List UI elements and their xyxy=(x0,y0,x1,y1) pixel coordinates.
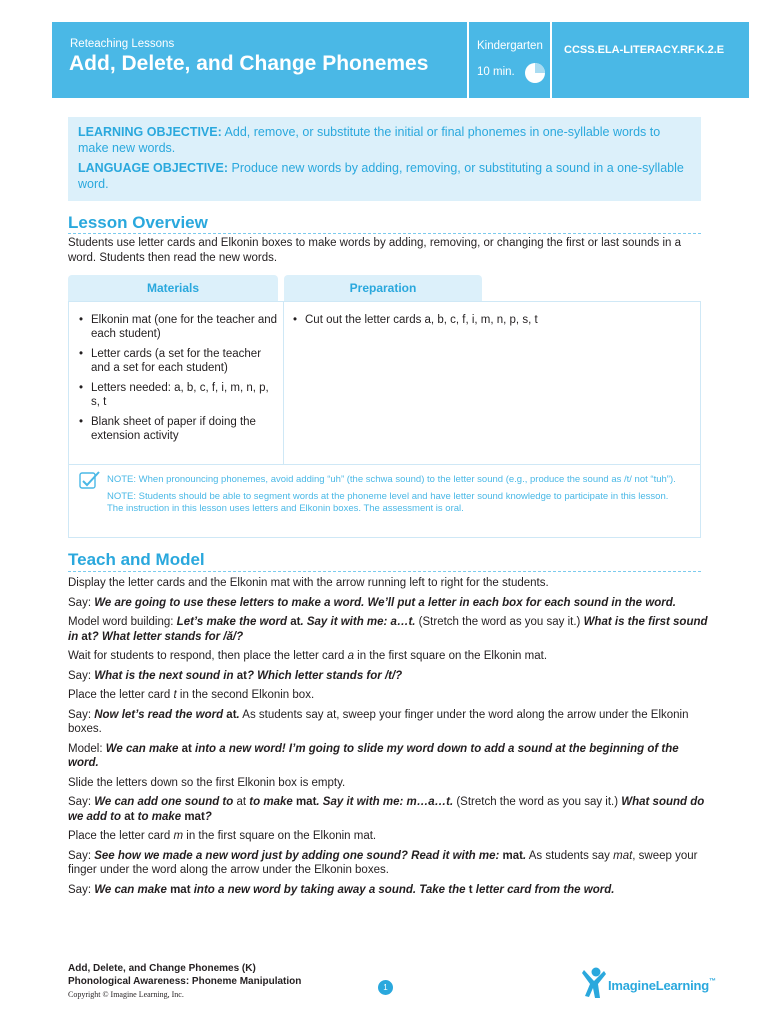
learning-objective xyxy=(78,124,691,156)
instruction-paragraph: Place the letter card m in the first square on the Elkonin mat. xyxy=(68,830,377,842)
clock-icon xyxy=(524,62,546,84)
page-title: Add, Delete, and Change Phonemes xyxy=(69,52,429,75)
logo-wordmark: ImagineLearning™ xyxy=(608,978,716,993)
list-item: • Letter cards (a set for the teacher and a set for each student) xyxy=(79,347,279,375)
instruction-paragraph: Say: Now let’s read the word at. As students say at, sweep your finger under the word along the arrow under the Elkonin boxes. xyxy=(68,708,689,735)
list-item: • Cut out the letter cards a, b, c, f, i, m, n, p, s, t xyxy=(293,313,693,327)
list-item: • Blank sheet of paper if doing the extension activity xyxy=(79,415,279,443)
materials-list xyxy=(79,313,279,449)
notes xyxy=(107,474,687,520)
instruction-paragraph: Say: See how we made a new word just by adding one sound? Read it with me: mat. As students say mat, sweep your finger under the word along the arrow under the Elkonin boxes. xyxy=(68,849,698,876)
instruction-paragraph: Display the letter cards and the Elkonin mat with the arrow running left to right for the students. xyxy=(68,577,549,589)
preparation-list xyxy=(293,313,693,333)
learning-objective-label: LEARNING OBJECTIVE: xyxy=(78,125,222,139)
language-objective-label: LANGUAGE OBJECTIVE: xyxy=(78,161,229,175)
preparation-tab: Preparation xyxy=(284,275,482,301)
instruction-paragraph: Say: What is the next sound in at? Which letter stands for /t/? xyxy=(68,669,403,682)
copyright: Copyright © Imagine Learning, Inc. xyxy=(68,990,184,999)
grade-label: Kindergarten xyxy=(477,40,543,52)
learning-objective-text: Add, remove, or substitute the initial or final phonemes in one-syllable words to make new words. xyxy=(78,125,661,155)
list-item: • Letters needed: a, b, c, f, i, m, n, p, s, t xyxy=(79,381,279,409)
section-rule xyxy=(68,233,701,234)
language-objective xyxy=(78,160,691,192)
lesson-overview-text: Students use letter cards and Elkonin boxes to make words by adding, removing, or changing the first or last sounds in a word. Students then read the new words. xyxy=(68,237,682,264)
duration-label: 10 min. xyxy=(477,66,515,78)
language-objective-text: Produce new words by adding, removing, or substituting a sound in a one-syllable word. xyxy=(78,161,684,191)
footer xyxy=(68,962,301,1001)
instruction-paragraph: Say: We can make mat into a new word by taking away a sound. Take the t letter card from the word. xyxy=(68,883,615,896)
teach-model-heading: Teach and Model xyxy=(68,550,205,569)
instruction-paragraph: Model: We can make at into a new word! I’m going to slide my word down to add a sound at the beginning of the word. xyxy=(68,742,679,769)
instruction-paragraph: Say: We are going to use these letters to make a word. We’ll put a letter in each box for each sound in the word. xyxy=(68,596,676,609)
header-divider xyxy=(550,22,552,98)
note-text: NOTE: When pronouncing phonemes, avoid adding “uh” (the schwa sound) to the letter sound (e.g., produce the sound as /t/ not “tuh”). xyxy=(107,474,676,485)
list-item: • Elkonin mat (one for the teacher and each student) xyxy=(79,313,279,341)
footer-subtitle: Phonological Awareness: Phoneme Manipulation xyxy=(68,976,302,987)
header-banner xyxy=(52,22,749,98)
imagine-learning-logo xyxy=(582,966,716,1002)
lesson-overview-heading: Lesson Overview xyxy=(68,213,208,232)
instruction-paragraph: Place the letter card t in the second Elkonin box. xyxy=(68,689,315,701)
column-divider xyxy=(283,302,284,464)
note-text: NOTE: Students should be able to segment words at the phoneme level and have letter sound knowledge to participate in this lesson. The instruction in this lesson uses letters and Elkonin boxes. The assessment is oral. xyxy=(107,490,669,514)
instruction-paragraph: Wait for students to respond, then place the letter card a in the first square on the Elkonin mat. xyxy=(68,650,548,662)
series-label: Reteaching Lessons xyxy=(70,38,175,50)
page-number: 1 xyxy=(378,980,393,995)
instruction-paragraph: Say: We can add one sound to at to make mat. Say it with me: m…a…t. (Stretch the word as you say it.) What sound do we add to at to make mat? xyxy=(68,796,705,823)
header-divider xyxy=(467,22,469,98)
instruction-paragraph: Model word building: Let’s make the word at. Say it with me: a…t. (Stretch the word as you say it.) What is the first sound in at? What letter stands for /ă/? xyxy=(68,616,708,643)
objectives-panel xyxy=(68,117,701,201)
notes-divider xyxy=(69,464,700,465)
teach-model-body xyxy=(68,576,708,902)
materials-preparation-box xyxy=(68,301,701,538)
checkmark-note-icon xyxy=(79,470,101,490)
person-logo-icon xyxy=(582,966,608,1000)
standard-code: CCSS.ELA-LITERACY.RF.K.2.E xyxy=(564,44,725,56)
materials-tab: Materials xyxy=(68,275,278,301)
footer-lesson-title: Add, Delete, and Change Phonemes (K) xyxy=(68,963,256,974)
instruction-paragraph: Slide the letters down so the first Elkonin box is empty. xyxy=(68,776,346,789)
section-rule xyxy=(68,571,701,572)
